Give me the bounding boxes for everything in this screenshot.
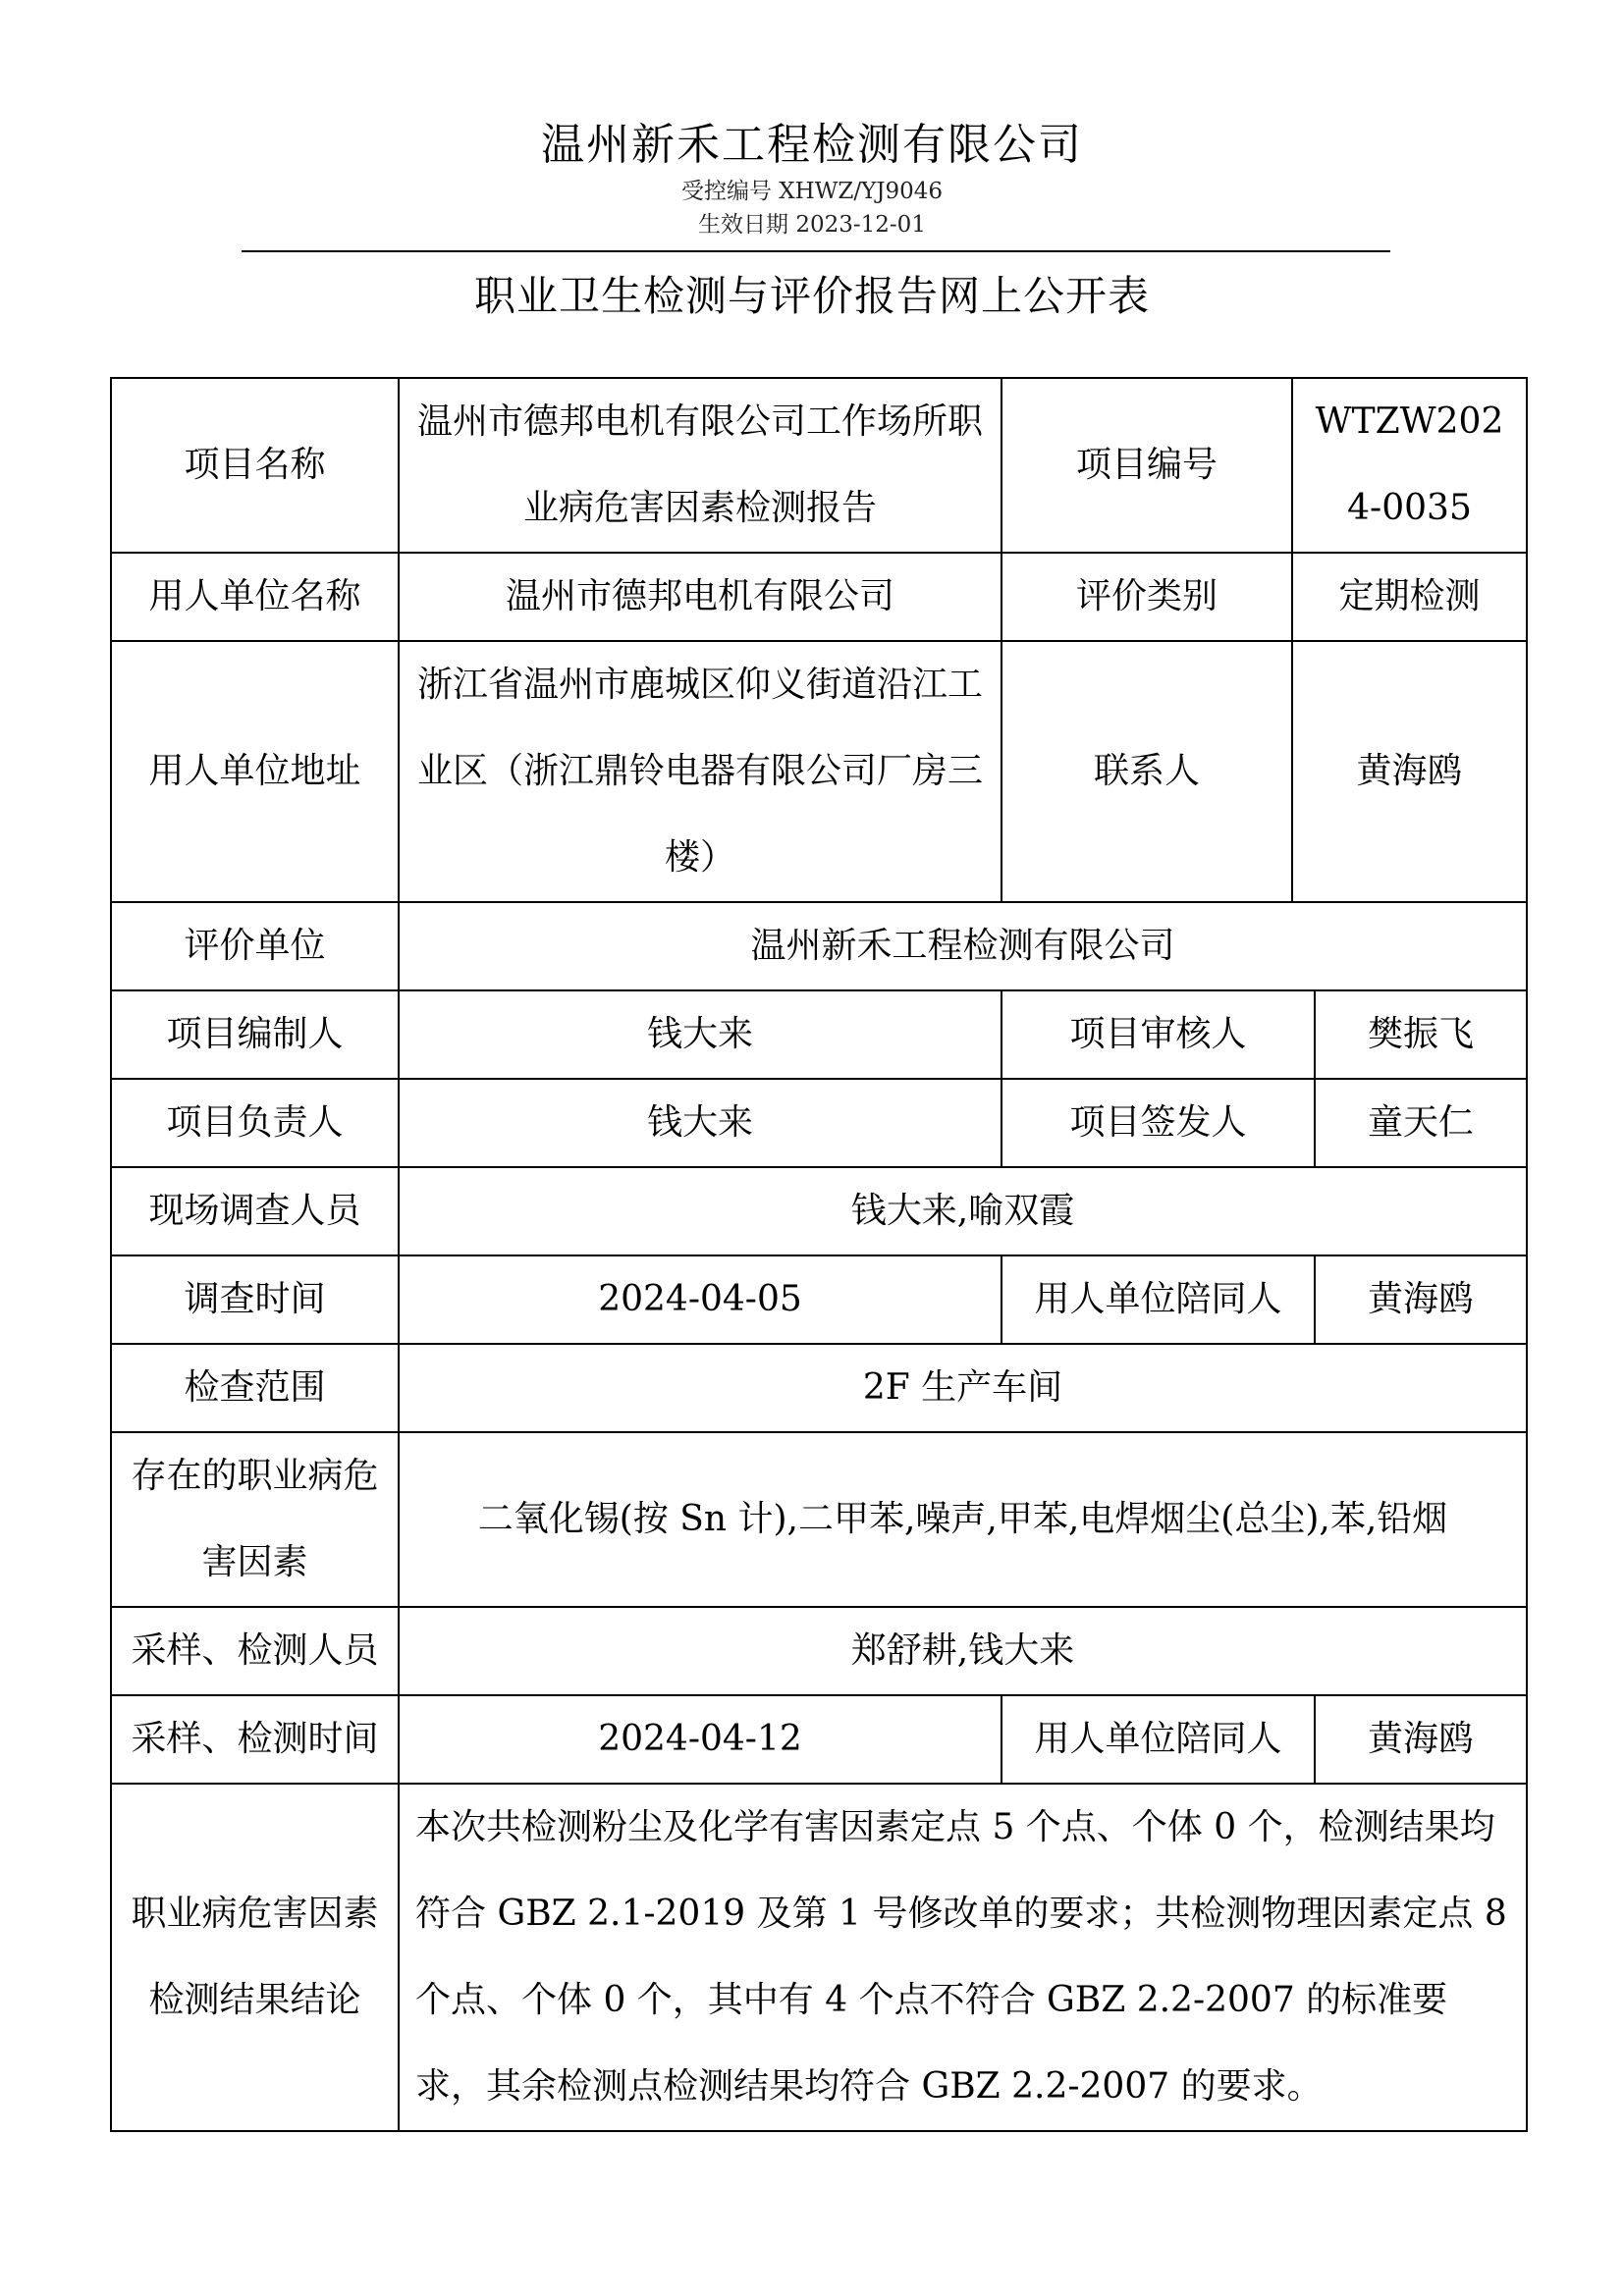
hazards-value: 二氧化锡(按 Sn 计),二甲苯,噪声,甲苯,电焊烟尘(总尘),苯,铅烟 <box>399 1432 1527 1607</box>
control-number: 受控编号 XHWZ/YJ9046 <box>680 179 944 204</box>
sampling-time-value: 2024-04-12 <box>399 1695 1001 1784</box>
employer-name-label: 用人单位名称 <box>111 553 399 641</box>
evaluation-unit-value: 温州新禾工程检测有限公司 <box>399 902 1527 990</box>
project-number-label: 项目编号 <box>1001 378 1292 553</box>
table-row <box>111 1344 1527 1432</box>
project-name-label: 项目名称 <box>111 378 399 553</box>
leader-value: 钱大来 <box>399 1079 1001 1167</box>
accompany-label: 用人单位陪同人 <box>1001 1255 1315 1344</box>
document-header <box>0 116 1624 241</box>
contact-label: 联系人 <box>1001 641 1292 902</box>
reviewer-value: 樊振飞 <box>1315 990 1527 1079</box>
accompany-value: 黄海鸥 <box>1315 1255 1527 1344</box>
conclusion-value: 本次共检测粉尘及化学有害因素定点 5 个点、个体 0 个，检测结果均符合 GBZ 2.1-2019 及第 1 号修改单的要求；共检测物理因素定点 8 个点、个体 0 个，其中有 4 个点不符合 GBZ 2.2-2007 的标准要求，其余检测点检测结果均符合 GBZ 2.2-2007 的要求。 <box>399 1784 1527 2131</box>
table-row <box>111 1255 1527 1344</box>
table-row <box>111 378 1527 553</box>
table-row <box>111 1432 1527 1607</box>
samplers-label: 采样、检测人员 <box>111 1607 399 1695</box>
table-row <box>111 1167 1527 1255</box>
survey-time-label: 调查时间 <box>111 1255 399 1344</box>
table-row <box>111 990 1527 1079</box>
project-number-value: WTZW2024-0035 <box>1292 378 1527 553</box>
accompany2-label: 用人单位陪同人 <box>1001 1695 1315 1784</box>
samplers-value: 郑舒耕,钱大来 <box>399 1607 1527 1695</box>
table-row <box>111 1607 1527 1695</box>
hazards-label: 存在的职业病危害因素 <box>111 1432 399 1607</box>
company-name: 温州新禾工程检测有限公司 <box>541 120 1083 170</box>
document-title: 职业卫生检测与评价报告网上公开表 <box>473 272 1150 320</box>
effective-date: 生效日期 2023-12-01 <box>698 212 926 238</box>
surveyors-label: 现场调查人员 <box>111 1167 399 1255</box>
evaluation-type-value: 定期检测 <box>1292 553 1527 641</box>
issuer-label: 项目签发人 <box>1001 1079 1315 1167</box>
reviewer-label: 项目审核人 <box>1001 990 1315 1079</box>
evaluation-type-label: 评价类别 <box>1001 553 1292 641</box>
table-row <box>111 641 1527 902</box>
header-divider <box>242 250 1390 252</box>
issuer-value: 童天仁 <box>1315 1079 1527 1167</box>
employer-address-value: 浙江省温州市鹿城区仰义街道沿江工业区（浙江鼎铃电器有限公司厂房三楼） <box>399 641 1001 902</box>
table-row <box>111 1695 1527 1784</box>
disclosure-table <box>110 377 1528 2132</box>
table-row <box>111 553 1527 641</box>
table-row <box>111 1784 1527 2131</box>
evaluation-unit-label: 评价单位 <box>111 902 399 990</box>
compiler-value: 钱大来 <box>399 990 1001 1079</box>
survey-time-value: 2024-04-05 <box>399 1255 1001 1344</box>
conclusion-label: 职业病危害因素检测结果结论 <box>111 1784 399 2131</box>
employer-address-label: 用人单位地址 <box>111 641 399 902</box>
scope-value: 2F 生产车间 <box>399 1344 1527 1432</box>
contact-value: 黄海鸥 <box>1292 641 1527 902</box>
leader-label: 项目负责人 <box>111 1079 399 1167</box>
project-name-value: 温州市德邦电机有限公司工作场所职业病危害因素检测报告 <box>399 378 1001 553</box>
table-row <box>111 1079 1527 1167</box>
employer-name-value: 温州市德邦电机有限公司 <box>399 553 1001 641</box>
scope-label: 检查范围 <box>111 1344 399 1432</box>
sampling-time-label: 采样、检测时间 <box>111 1695 399 1784</box>
accompany2-value: 黄海鸥 <box>1315 1695 1527 1784</box>
compiler-label: 项目编制人 <box>111 990 399 1079</box>
table-row <box>111 902 1527 990</box>
surveyors-value: 钱大来,喻双霞 <box>399 1167 1527 1255</box>
